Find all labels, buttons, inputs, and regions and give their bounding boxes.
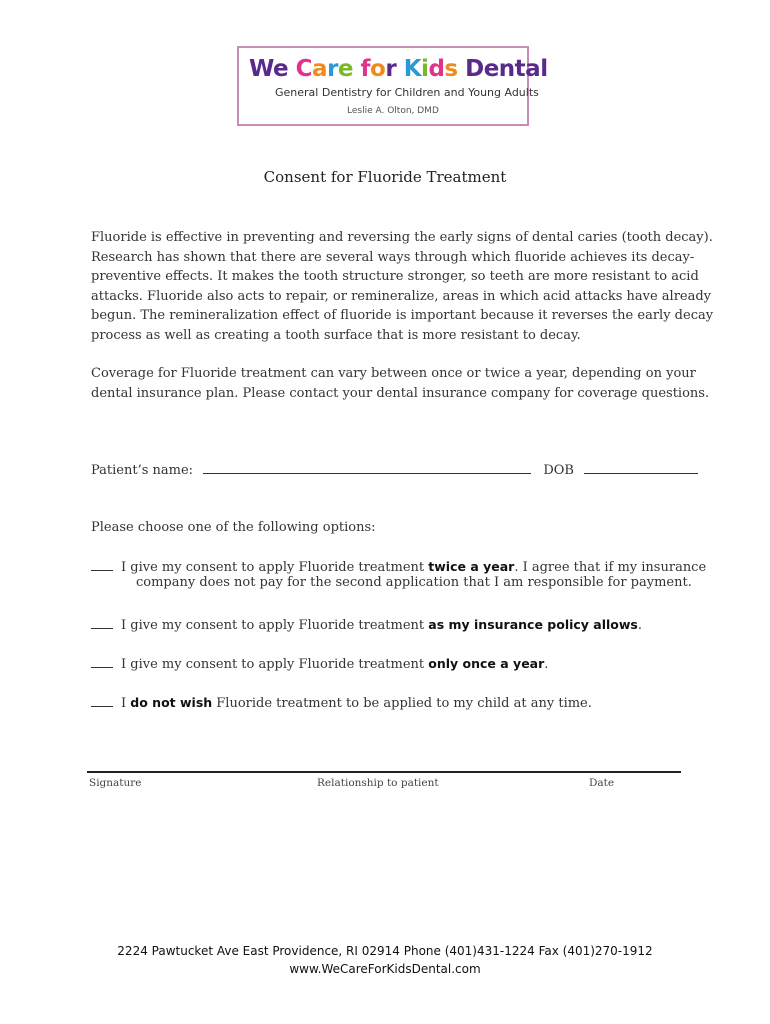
logo-title-part: e <box>337 56 361 82</box>
logo-title-part: a <box>312 56 328 82</box>
logo-title-part: i <box>421 56 429 82</box>
paragraph-line: Research has shown that there are several ways through which fluoride achieves its decay- <box>91 249 695 265</box>
option-checkbox-line[interactable] <box>91 617 113 629</box>
coverage-paragraph <box>91 364 710 403</box>
option-emphasis: as my insurance policy allows <box>428 617 638 632</box>
logo-title-part: r <box>385 56 404 82</box>
fluoride-info-paragraph <box>91 228 714 345</box>
practice-logo <box>237 46 548 126</box>
logo-title-part: K <box>403 56 422 82</box>
signature-line[interactable] <box>87 771 681 773</box>
option-text: . <box>637 618 643 633</box>
option-insurance-allows <box>91 617 642 633</box>
option-once-a-year <box>91 656 548 672</box>
signature-label: Signature <box>89 777 142 789</box>
option-text: I give my consent to apply Fluoride treatment <box>121 618 429 633</box>
option-text: Fluoride treatment to be applied to my child at any time. <box>212 696 592 711</box>
logo-title-part: C <box>295 56 313 82</box>
option-text: . I agree that if my insurance <box>514 560 707 575</box>
paragraph-line: Fluoride is effective in preventing and reversing the early signs of dental caries (tooth decay). <box>91 230 713 245</box>
logo-title-part: s <box>444 56 466 82</box>
paragraph-line: Coverage for Fluoride treatment can vary between once or twice a year, depending on your <box>91 366 696 381</box>
option-checkbox-line[interactable] <box>91 559 113 571</box>
dob-label: DOB <box>543 463 574 478</box>
option-emphasis: twice a year <box>428 559 515 574</box>
option-checkbox-line[interactable] <box>91 695 113 707</box>
footer-address: 2224 Pawtucket Ave East Providence, RI 02914 Phone (401)431-1224 Fax (401)270-1912 <box>117 944 653 958</box>
patient-info-row <box>91 461 698 478</box>
logo-subtitle: General Dentistry for Children and Young Adults <box>275 86 539 99</box>
logo-title-part: We <box>249 56 296 82</box>
patient-name-field[interactable] <box>203 461 531 474</box>
option-text: . <box>544 657 549 672</box>
option-text: I give my consent to apply Fluoride treatment <box>121 560 429 575</box>
logo-title-part: r <box>327 56 338 82</box>
paragraph-line: dental insurance plan. Please contact your dental insurance company for coverage questions. <box>91 385 710 401</box>
paragraph-line: begun. The remineralization effect of fluoride is important because it reverses the early decay <box>91 308 714 323</box>
option-continuation: company does not pay for the second application that I am responsible for payment. <box>136 575 692 590</box>
option-twice-a-year <box>91 559 706 590</box>
option-emphasis: do not wish <box>130 695 213 710</box>
patient-name-label: Patient’s name: <box>91 463 194 478</box>
logo-title-part: d <box>428 56 445 82</box>
option-emphasis: only once a year <box>428 656 545 671</box>
logo-title-part: o <box>370 56 386 82</box>
date-label: Date <box>589 777 615 789</box>
document-title: Consent for Fluoride Treatment <box>263 168 507 186</box>
paragraph-line: process as well as creating a tooth surface that is more resistant to decay. <box>91 327 581 343</box>
logo-title-part: Dental <box>465 56 548 82</box>
paragraph-line: preventive effects. It makes the tooth structure stronger, so teeth are more resistant to acid <box>91 269 699 284</box>
choose-options-label: Please choose one of the following options: <box>91 520 376 535</box>
option-text: I give my consent to apply Fluoride treatment <box>121 657 429 672</box>
option-checkbox-line[interactable] <box>91 656 113 668</box>
footer-website: www.WeCareForKidsDental.com <box>289 962 481 976</box>
dob-field[interactable] <box>584 461 698 474</box>
option-do-not-wish <box>91 695 592 711</box>
paragraph-line: attacks. Fluoride also acts to repair, or remineralize, areas in which acid attacks have already <box>91 288 712 304</box>
logo-doctor-name: Leslie A. Olton, DMD <box>347 106 439 116</box>
logo-title-part: f <box>360 56 371 82</box>
option-text: I <box>121 696 131 711</box>
logo-title <box>249 56 548 82</box>
relationship-label: Relationship to patient <box>317 777 439 789</box>
